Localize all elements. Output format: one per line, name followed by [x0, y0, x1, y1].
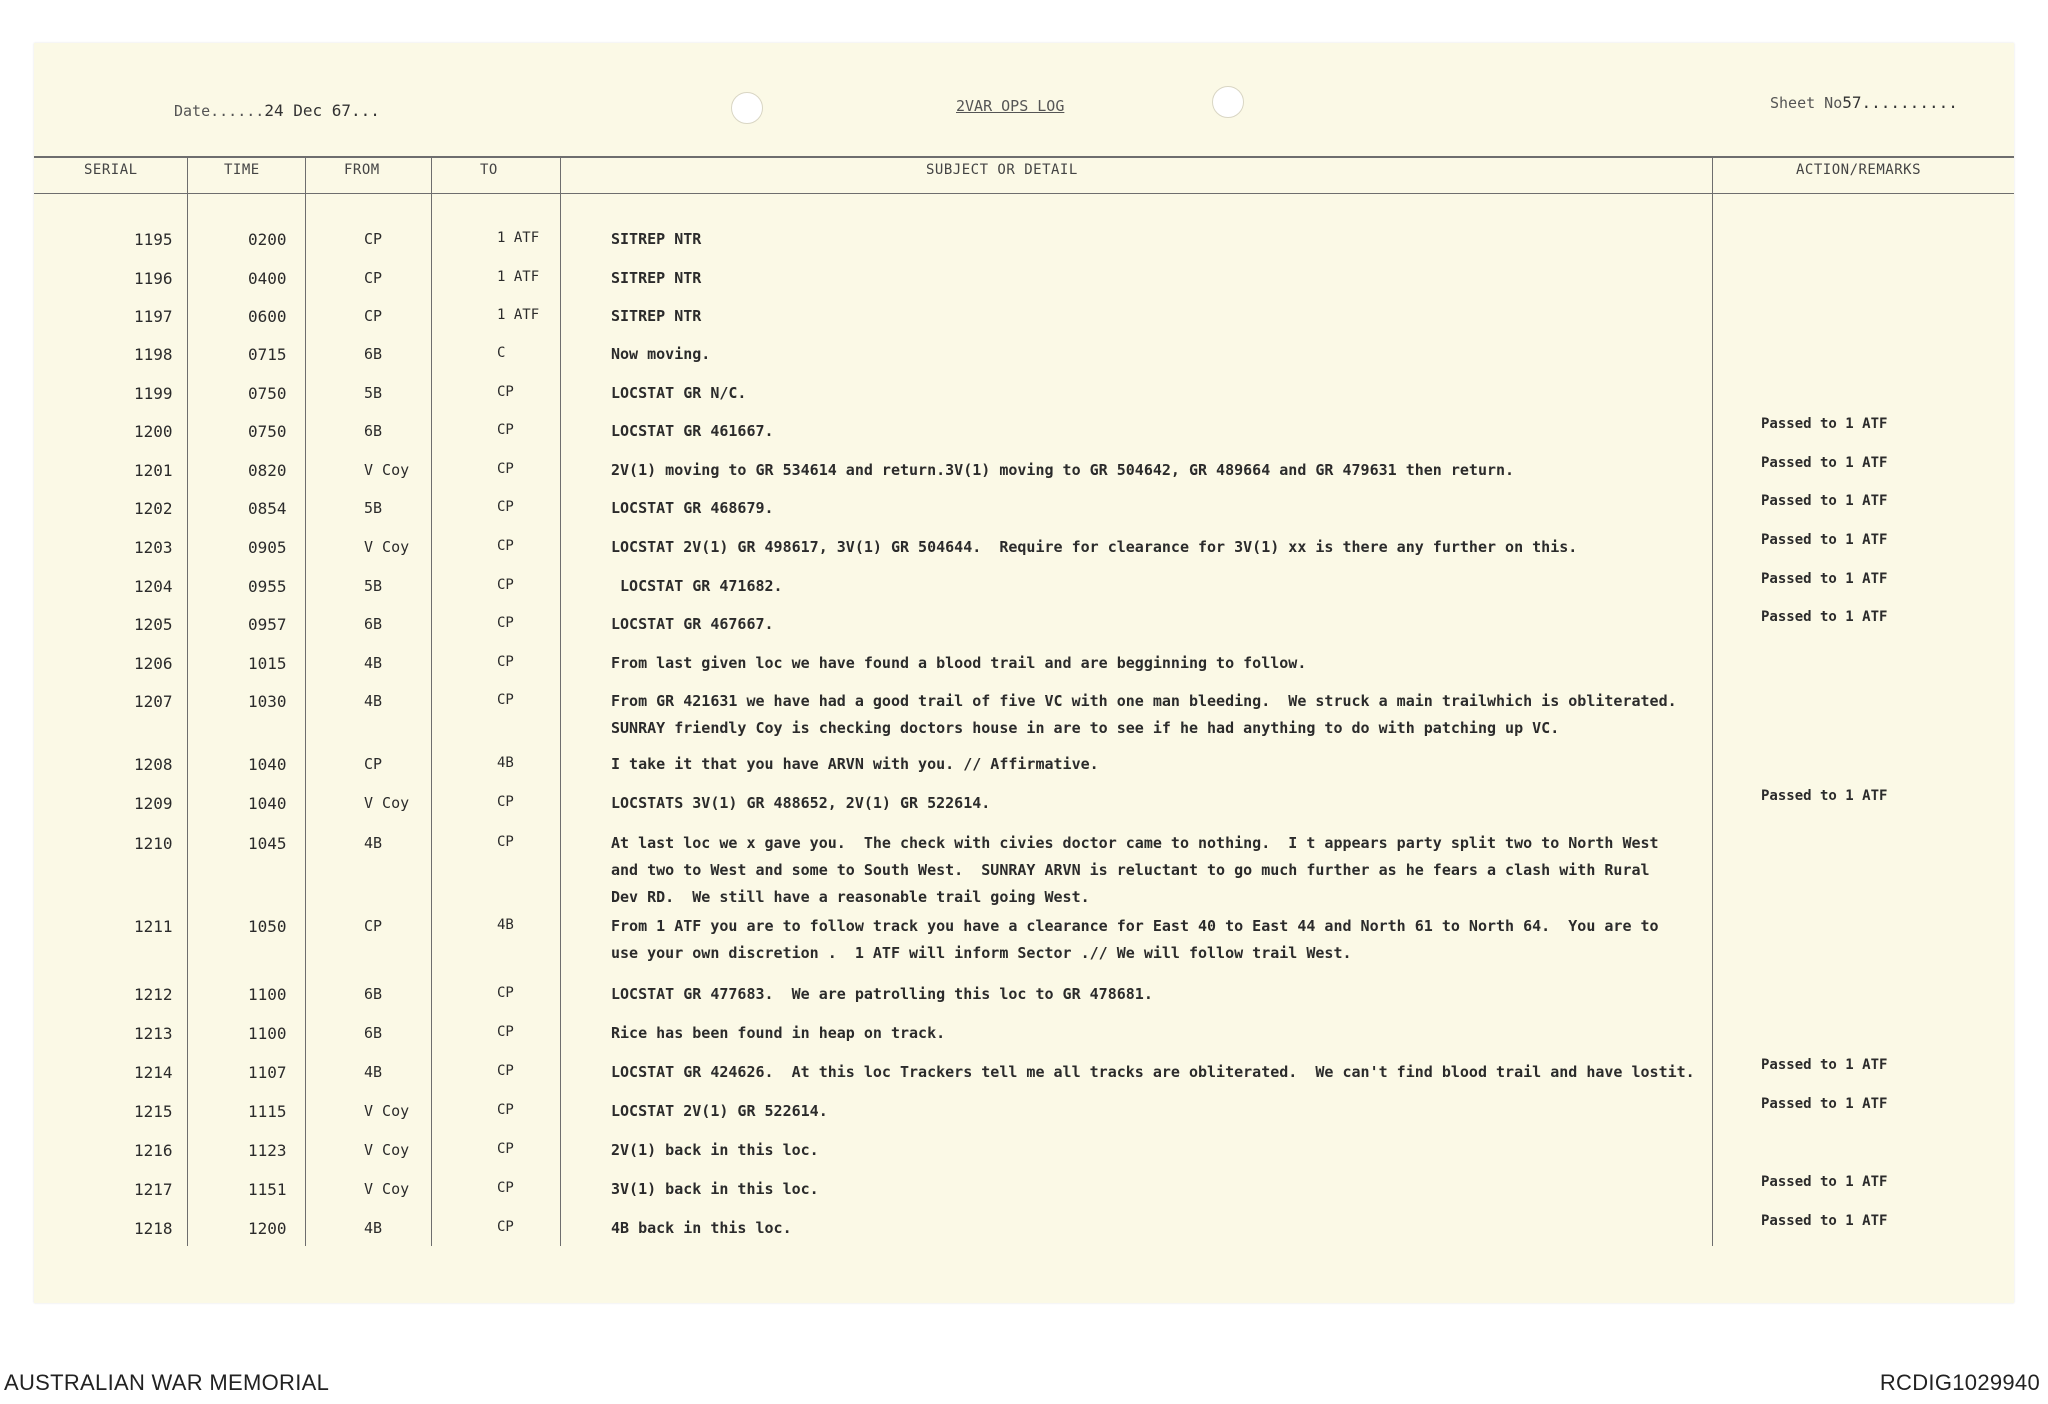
- action-cell: Passed to 1 ATF: [1761, 788, 1888, 804]
- serial-cell: 1215: [134, 1102, 173, 1121]
- detail-cell: LOCSTAT GR N/C.: [611, 384, 747, 402]
- from-cell: V Coy: [364, 1180, 410, 1198]
- action-cell: Passed to 1 ATF: [1761, 493, 1888, 509]
- to-cell: CP: [497, 1180, 514, 1196]
- serial-cell: 1202: [134, 499, 173, 518]
- time-cell: 1123: [248, 1141, 287, 1160]
- action-cell: Passed to 1 ATF: [1761, 1174, 1888, 1190]
- to-cell: CP: [497, 577, 514, 593]
- to-cell: CP: [497, 1219, 514, 1235]
- serial-cell: 1213: [134, 1024, 173, 1043]
- detail-cell: 2V(1) back in this loc.: [611, 1141, 819, 1159]
- serial-cell: 1204: [134, 577, 173, 596]
- serial-cell: 1209: [134, 794, 173, 813]
- action-cell: Passed to 1 ATF: [1761, 1096, 1888, 1112]
- to-cell: 1 ATF: [497, 307, 540, 323]
- from-cell: 6B: [364, 615, 383, 633]
- date-field: [174, 101, 380, 120]
- header-top-rule: [34, 156, 2014, 158]
- punch-hole-left: [731, 92, 763, 124]
- action-cell: Passed to 1 ATF: [1761, 609, 1888, 625]
- sheet-number-field: [1770, 93, 1958, 112]
- serial-cell: 1195: [134, 230, 173, 249]
- serial-cell: 1201: [134, 461, 173, 480]
- from-cell: 4B: [364, 834, 383, 852]
- detail-cell: SITREP NTR: [611, 269, 702, 287]
- from-cell: 4B: [364, 692, 383, 710]
- to-cell: CP: [497, 794, 514, 810]
- time-cell: 0200: [248, 230, 287, 249]
- serial-cell: 1216: [134, 1141, 173, 1160]
- col-head-detail: SUBJECT OR DETAIL: [926, 162, 1078, 178]
- detail-cell: At last loc we x gave you. The check with civies doctor came to nothing. I t appears party split two to North West and two to West and some to South West. SUNRAY ARVN is reluctant to go much further as he fears a clash with Rural Dev RD. We still have a reasonable trail going West.: [611, 834, 1659, 906]
- action-cell: Passed to 1 ATF: [1761, 532, 1888, 548]
- date-label: Date......: [174, 102, 265, 120]
- serial-cell: 1214: [134, 1063, 173, 1082]
- serial-cell: 1218: [134, 1219, 173, 1238]
- detail-cell: LOCSTAT GR 461667.: [611, 422, 774, 440]
- to-cell: CP: [497, 1024, 514, 1040]
- detail-cell: 3V(1) back in this loc.: [611, 1180, 819, 1198]
- punch-hole-right: [1212, 86, 1244, 118]
- detail-cell: LOCSTAT 2V(1) GR 498617, 3V(1) GR 504644. Require for clearance for 3V(1) xx is there any further on this.: [611, 538, 1578, 556]
- from-cell: CP: [364, 917, 383, 935]
- time-cell: 0905: [248, 538, 287, 557]
- from-cell: V Coy: [364, 1102, 410, 1120]
- serial-cell: 1205: [134, 615, 173, 634]
- serial-cell: 1196: [134, 269, 173, 288]
- detail-cell: LOCSTAT GR 477683. We are patrolling this loc to GR 478681.: [611, 985, 1153, 1003]
- time-cell: 1100: [248, 985, 287, 1004]
- from-cell: V Coy: [364, 538, 410, 556]
- detail-cell: LOCSTAT 2V(1) GR 522614.: [611, 1102, 828, 1120]
- detail-cell: Now moving.: [611, 345, 711, 363]
- to-cell: 4B: [497, 917, 514, 933]
- from-cell: V Coy: [364, 461, 410, 479]
- time-cell: 1040: [248, 794, 287, 813]
- time-cell: 1030: [248, 692, 287, 711]
- to-cell: CP: [497, 692, 514, 708]
- action-cell: Passed to 1 ATF: [1761, 455, 1888, 471]
- col-head-to: TO: [480, 162, 498, 178]
- time-cell: 0715: [248, 345, 287, 364]
- time-cell: 0400: [248, 269, 287, 288]
- col-head-from: FROM: [344, 162, 380, 178]
- detail-cell: LOCSTATS 3V(1) GR 488652, 2V(1) GR 522614.: [611, 794, 991, 812]
- serial-cell: 1200: [134, 422, 173, 441]
- to-cell: CP: [497, 538, 514, 554]
- from-cell: CP: [364, 755, 383, 773]
- archive-credit: AUSTRALIAN WAR MEMORIAL: [4, 1370, 330, 1395]
- from-cell: 5B: [364, 577, 383, 595]
- col-divider-time: [305, 156, 306, 1246]
- serial-cell: 1217: [134, 1180, 173, 1199]
- time-cell: 1151: [248, 1180, 287, 1199]
- detail-cell: LOCSTAT GR 424626. At this loc Trackers tell me all tracks are obliterated. We can't find blood trail and have lostit.: [611, 1063, 1695, 1081]
- log-title: 2VAR OPS LOG: [956, 97, 1065, 115]
- time-cell: 1040: [248, 755, 287, 774]
- log-sheet: [34, 43, 2014, 1303]
- from-cell: 6B: [364, 1024, 383, 1042]
- time-cell: 1107: [248, 1063, 287, 1082]
- action-cell: Passed to 1 ATF: [1761, 1213, 1888, 1229]
- from-cell: 6B: [364, 345, 383, 363]
- time-cell: 0854: [248, 499, 287, 518]
- detail-cell: From 1 ATF you are to follow track you have a clearance for East 40 to East 44 and North 61 to North 64. You are to use your own discretion . 1 ATF will inform Sector .// We will follow trail West.: [611, 917, 1659, 962]
- from-cell: 4B: [364, 654, 383, 672]
- to-cell: CP: [497, 422, 514, 438]
- detail-cell: LOCSTAT GR 468679.: [611, 499, 774, 517]
- to-cell: CP: [497, 384, 514, 400]
- col-divider-serial: [187, 156, 188, 1246]
- detail-cell: SITREP NTR: [611, 307, 702, 325]
- time-cell: 1200: [248, 1219, 287, 1238]
- sheet-value: 57..........: [1842, 93, 1958, 112]
- serial-cell: 1203: [134, 538, 173, 557]
- from-cell: 6B: [364, 422, 383, 440]
- to-cell: CP: [497, 499, 514, 515]
- detail-cell: From last given loc we have found a blood trail and are begginning to follow.: [611, 654, 1307, 672]
- detail-cell: I take it that you have ARVN with you. // Affirmative.: [611, 755, 1099, 773]
- serial-cell: 1212: [134, 985, 173, 1004]
- detail-cell: Rice has been found in heap on track.: [611, 1024, 946, 1042]
- time-cell: 1015: [248, 654, 287, 673]
- time-cell: 1045: [248, 834, 287, 853]
- time-cell: 0600: [248, 307, 287, 326]
- detail-cell: From GR 421631 we have had a good trail of five VC with one man bleeding. We struck a main trailwhich is obliterated. SUNRAY friendly Coy is checking doctors house in are to see if he had anything to do with patching up VC.: [611, 692, 1677, 737]
- detail-cell: LOCSTAT GR 471682.: [611, 577, 783, 595]
- from-cell: 4B: [364, 1219, 383, 1237]
- serial-cell: 1198: [134, 345, 173, 364]
- from-cell: CP: [364, 269, 383, 287]
- to-cell: CP: [497, 834, 514, 850]
- detail-cell: LOCSTAT GR 467667.: [611, 615, 774, 633]
- serial-cell: 1210: [134, 834, 173, 853]
- action-cell: Passed to 1 ATF: [1761, 416, 1888, 432]
- to-cell: 1 ATF: [497, 269, 540, 285]
- action-cell: Passed to 1 ATF: [1761, 1057, 1888, 1073]
- time-cell: 0750: [248, 422, 287, 441]
- serial-cell: 1208: [134, 755, 173, 774]
- date-value: 24 Dec 67...: [264, 101, 380, 120]
- from-cell: 6B: [364, 985, 383, 1003]
- to-cell: CP: [497, 615, 514, 631]
- serial-cell: 1206: [134, 654, 173, 673]
- to-cell: 4B: [497, 755, 514, 771]
- time-cell: 1050: [248, 917, 287, 936]
- col-divider-from: [431, 156, 432, 1246]
- to-cell: CP: [497, 1063, 514, 1079]
- serial-cell: 1197: [134, 307, 173, 326]
- serial-cell: 1211: [134, 917, 173, 936]
- header-bottom-rule: [34, 193, 2014, 194]
- time-cell: 0955: [248, 577, 287, 596]
- sheet-label: Sheet No: [1770, 94, 1843, 112]
- archive-id: RCDIG1029940: [1879, 1370, 2040, 1395]
- from-cell: CP: [364, 307, 383, 325]
- time-cell: 0750: [248, 384, 287, 403]
- to-cell: CP: [497, 985, 514, 1001]
- from-cell: 4B: [364, 1063, 383, 1081]
- to-cell: CP: [497, 461, 514, 477]
- from-cell: V Coy: [364, 1141, 410, 1159]
- from-cell: 5B: [364, 384, 383, 402]
- detail-cell: 2V(1) moving to GR 534614 and return.3V(1) moving to GR 504642, GR 489664 and GR 479631 then return.: [611, 461, 1515, 479]
- from-cell: V Coy: [364, 794, 410, 812]
- detail-cell: SITREP NTR: [611, 230, 702, 248]
- col-divider-to: [560, 156, 561, 1246]
- time-cell: 1115: [248, 1102, 287, 1121]
- detail-cell: 4B back in this loc.: [611, 1219, 792, 1237]
- to-cell: 1 ATF: [497, 230, 540, 246]
- serial-cell: 1207: [134, 692, 173, 711]
- to-cell: CP: [497, 1141, 514, 1157]
- to-cell: CP: [497, 654, 514, 670]
- time-cell: 0820: [248, 461, 287, 480]
- from-cell: CP: [364, 230, 383, 248]
- to-cell: C: [497, 345, 506, 361]
- action-cell: Passed to 1 ATF: [1761, 571, 1888, 587]
- col-head-action: ACTION/REMARKS: [1796, 162, 1922, 178]
- col-head-time: TIME: [224, 162, 260, 178]
- col-head-serial: SERIAL: [84, 162, 138, 178]
- serial-cell: 1199: [134, 384, 173, 403]
- time-cell: 0957: [248, 615, 287, 634]
- from-cell: 5B: [364, 499, 383, 517]
- to-cell: CP: [497, 1102, 514, 1118]
- time-cell: 1100: [248, 1024, 287, 1043]
